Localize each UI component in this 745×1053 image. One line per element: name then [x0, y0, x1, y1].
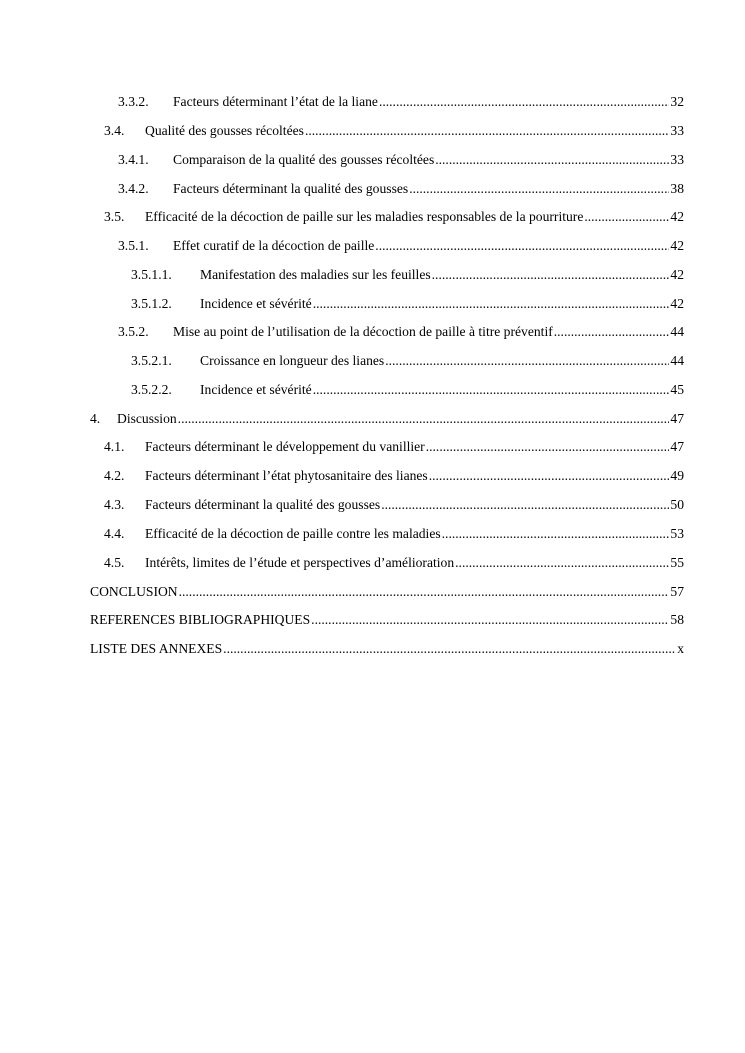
toc-entry-title: Efficacité de la décoction de paille sur les maladies responsables de la pourriture [145, 209, 584, 224]
toc-entry-page: 44 [670, 353, 684, 368]
toc-entry-page: 38 [670, 181, 684, 196]
toc-entry[interactable] [90, 582, 684, 602]
dot-leader [432, 265, 670, 285]
toc-entry[interactable] [90, 639, 684, 659]
toc-entry-number: 4.5. [104, 555, 125, 570]
dot-leader [435, 150, 669, 170]
dot-leader [442, 524, 670, 544]
toc-entry-number: 3.5.2.2. [131, 382, 172, 397]
toc-entry-number: 4.2. [104, 468, 125, 483]
toc-entry-number: 3.4. [104, 123, 125, 138]
toc-entry-page: 49 [670, 468, 684, 483]
toc-entry-title: Facteurs déterminant le développement du vanillier [145, 439, 425, 454]
dot-leader [223, 639, 676, 659]
toc-entry-title: Qualité des gousses récoltées [145, 123, 304, 138]
dot-leader [379, 92, 669, 112]
toc-entry-page: 33 [670, 152, 684, 167]
toc-entry-title: Comparaison de la qualité des gousses récoltées [173, 152, 435, 167]
toc-entry-number: 3.5.1.2. [131, 296, 172, 311]
toc-entry-title: Incidence et sévérité [200, 382, 312, 397]
toc-entry-number: 4. [90, 411, 101, 426]
toc-entry-title: Croissance en longueur des lianes [200, 353, 385, 368]
toc-entry-title: Intérêts, limites de l’étude et perspectives d’amélioration [145, 555, 455, 570]
toc-entry-page: 42 [670, 267, 684, 282]
toc-entry-page: 58 [670, 612, 684, 627]
toc-entry-title: Manifestation des maladies sur les feuilles [200, 267, 431, 282]
toc-entry-title: Efficacité de la décoction de paille contre les maladies [145, 526, 441, 541]
dot-leader [409, 179, 669, 199]
toc-entry-page: 57 [670, 584, 684, 599]
toc-entry-title: Incidence et sévérité [200, 296, 312, 311]
dot-leader [429, 466, 670, 486]
toc-entry[interactable] [90, 409, 684, 429]
dot-leader [455, 553, 669, 573]
dot-leader [554, 322, 670, 342]
dot-leader [385, 351, 669, 371]
toc-entry-page: 44 [670, 324, 684, 339]
toc-entry-number: 3.5.2.1. [131, 353, 172, 368]
toc-entry-number: 3.3.2. [118, 94, 149, 109]
toc-entry-number: 4.4. [104, 526, 125, 541]
toc-entry-page: 42 [670, 209, 684, 224]
toc-entry[interactable] [131, 351, 684, 371]
toc-entry-page: 33 [670, 123, 684, 138]
dot-leader [178, 409, 670, 429]
toc-entry-page: 42 [670, 296, 684, 311]
toc-entry[interactable] [118, 179, 684, 199]
toc-entry-title: Effet curatif de la décoction de paille [173, 238, 375, 253]
toc-entry-page: 50 [670, 497, 684, 512]
toc-entry-number: 4.1. [104, 439, 125, 454]
toc-entry[interactable] [104, 121, 684, 141]
toc-entry-number: 3.5.1.1. [131, 267, 172, 282]
toc-entry-page: 32 [670, 94, 684, 109]
toc-entry[interactable] [90, 610, 684, 630]
dot-leader [311, 610, 669, 630]
toc-entry-title: Facteurs déterminant la qualité des gousses [173, 181, 409, 196]
toc-entry[interactable] [131, 380, 684, 400]
dot-leader [179, 582, 670, 602]
toc-entry-title: Facteurs déterminant la qualité des gousses [145, 497, 381, 512]
toc-entry-title: CONCLUSION [90, 584, 178, 599]
toc-entry-page: 42 [670, 238, 684, 253]
toc-entry[interactable] [104, 524, 684, 544]
toc-entry-number: 4.3. [104, 497, 125, 512]
dot-leader [305, 121, 669, 141]
toc-entry-page: 55 [670, 555, 684, 570]
toc-entry[interactable] [131, 265, 684, 285]
toc-entry[interactable] [104, 437, 684, 457]
toc-entry[interactable] [104, 495, 684, 515]
dot-leader [426, 437, 670, 457]
dot-leader [375, 236, 669, 256]
toc-entry[interactable] [118, 322, 684, 342]
toc-entry[interactable] [118, 236, 684, 256]
dot-leader [313, 380, 670, 400]
toc-entry-title: Mise au point de l’utilisation de la décoction de paille à titre préventif [173, 324, 553, 339]
toc-entry-page: 47 [670, 439, 684, 454]
toc-entry-page: 53 [670, 526, 684, 541]
dot-leader [381, 495, 669, 515]
toc-entry-title: Facteurs déterminant l’état phytosanitaire des lianes [145, 468, 428, 483]
toc-entry-number: 3.4.2. [118, 181, 149, 196]
dot-leader [313, 294, 670, 314]
toc-entry-title: Facteurs déterminant l’état de la liane [173, 94, 378, 109]
toc-entry[interactable] [104, 553, 684, 573]
toc-entry[interactable] [104, 207, 684, 227]
toc-entry-number: 3.5. [104, 209, 125, 224]
toc-entry[interactable] [118, 150, 684, 170]
toc-entry-title: Discussion [117, 411, 177, 426]
toc-entry-number: 3.5.1. [118, 238, 149, 253]
toc-entry-page: x [677, 641, 684, 656]
dot-leader [584, 207, 669, 227]
toc-entry-page: 47 [670, 411, 684, 426]
toc-entry-number: 3.5.2. [118, 324, 149, 339]
toc-entry[interactable] [131, 294, 684, 314]
toc-entry[interactable] [104, 466, 684, 486]
toc-entry-title: REFERENCES BIBLIOGRAPHIQUES [90, 612, 311, 627]
toc-entry[interactable] [118, 92, 684, 112]
toc-entry-title: LISTE DES ANNEXES [90, 641, 223, 656]
toc-entry-number: 3.4.1. [118, 152, 149, 167]
toc-entry-page: 45 [670, 382, 684, 397]
